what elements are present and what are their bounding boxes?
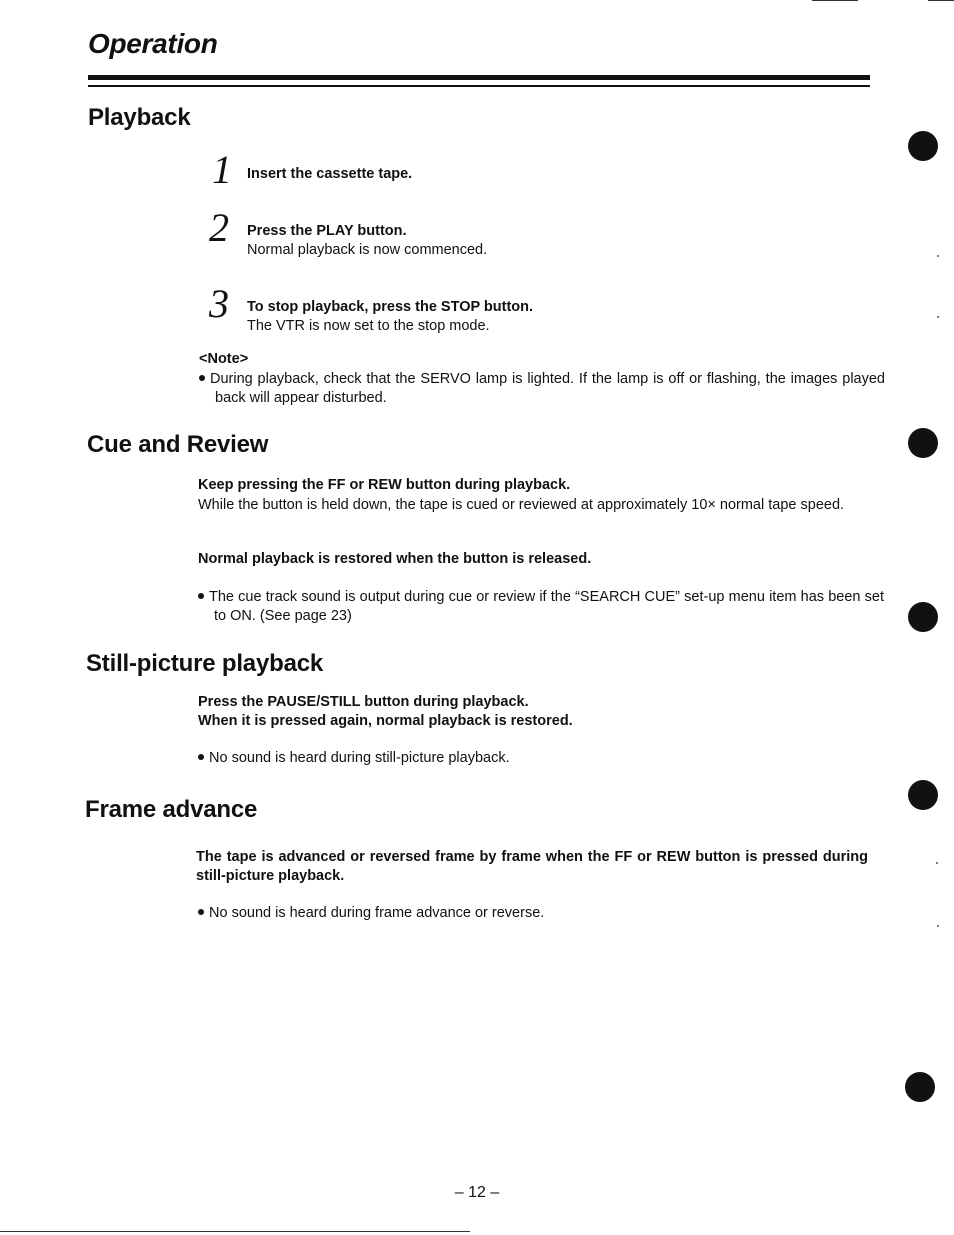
cue-review-bullet bbox=[198, 588, 884, 626]
scan-speck bbox=[937, 316, 939, 318]
frame-advance-instruction: The tape is advanced or reversed frame by frame when the FF or REW button is pressed during still-picture playback. bbox=[196, 849, 868, 884]
header-rule-thick bbox=[88, 75, 870, 80]
cue-review-instruction: Keep pressing the FF or REW button during playback. bbox=[198, 477, 571, 493]
scan-speck bbox=[937, 925, 939, 927]
step-number-2: 2 bbox=[209, 205, 229, 250]
punch-hole bbox=[908, 131, 938, 161]
step-number-1: 1 bbox=[212, 147, 232, 192]
bullet-dot bbox=[198, 593, 204, 599]
step-number-3: 3 bbox=[209, 281, 229, 326]
step-2-detail: Normal playback is now commenced. bbox=[247, 242, 488, 258]
step-3-detail: The VTR is now set to the stop mode. bbox=[247, 318, 490, 334]
note-label: <Note> bbox=[199, 351, 249, 367]
header-rule-thin bbox=[88, 85, 870, 87]
still-bullet bbox=[198, 749, 510, 768]
scan-mark bbox=[0, 1231, 470, 1232]
cue-review-restore: Normal playback is restored when the button is released. bbox=[198, 551, 592, 567]
punch-hole bbox=[908, 602, 938, 632]
punch-hole bbox=[908, 428, 938, 458]
frame-advance-bullet bbox=[198, 904, 544, 923]
cue-review-bullet-text: The cue track sound is output during cue or review if the “SEARCH CUE” set-up menu item has been set to ON. (See page 23) bbox=[209, 589, 884, 624]
punch-hole bbox=[908, 780, 938, 810]
scan-speck bbox=[936, 862, 938, 864]
note-bullet bbox=[199, 370, 885, 408]
bullet-dot bbox=[198, 754, 204, 760]
still-instruction-line2: When it is pressed again, normal playback is restored. bbox=[198, 713, 573, 729]
scan-speck bbox=[937, 255, 939, 257]
punch-hole bbox=[905, 1072, 935, 1102]
step-2-instruction: Press the PLAY button. bbox=[247, 223, 407, 239]
section-heading-still-picture: Still-picture playback bbox=[86, 650, 324, 677]
chapter-title: Operation bbox=[88, 28, 218, 59]
page-number: – 12 – bbox=[454, 1184, 500, 1201]
cue-review-detail: While the button is held down, the tape is cued or reviewed at approximately 10× normal tape speed. bbox=[198, 497, 845, 513]
frame-advance-bullet-text: No sound is heard during frame advance or reverse. bbox=[209, 905, 545, 921]
still-bullet-text: No sound is heard during still-picture playback. bbox=[209, 750, 510, 766]
scan-mark bbox=[812, 0, 858, 1]
section-heading-cue-review: Cue and Review bbox=[87, 431, 269, 458]
note-text: During playback, check that the SERVO lamp is lighted. If the lamp is off or flashing, the images played back will appear disturbed. bbox=[210, 371, 885, 406]
step-1-instruction: Insert the cassette tape. bbox=[247, 166, 413, 182]
still-instruction-line1: Press the PAUSE/STILL button during playback. bbox=[198, 694, 529, 710]
bullet-dot bbox=[199, 375, 205, 381]
scan-mark bbox=[928, 0, 954, 1]
section-heading-playback: Playback bbox=[88, 104, 191, 131]
bullet-dot bbox=[198, 909, 204, 915]
section-heading-frame-advance: Frame advance bbox=[85, 796, 258, 823]
step-3-instruction: To stop playback, press the STOP button. bbox=[247, 299, 534, 315]
